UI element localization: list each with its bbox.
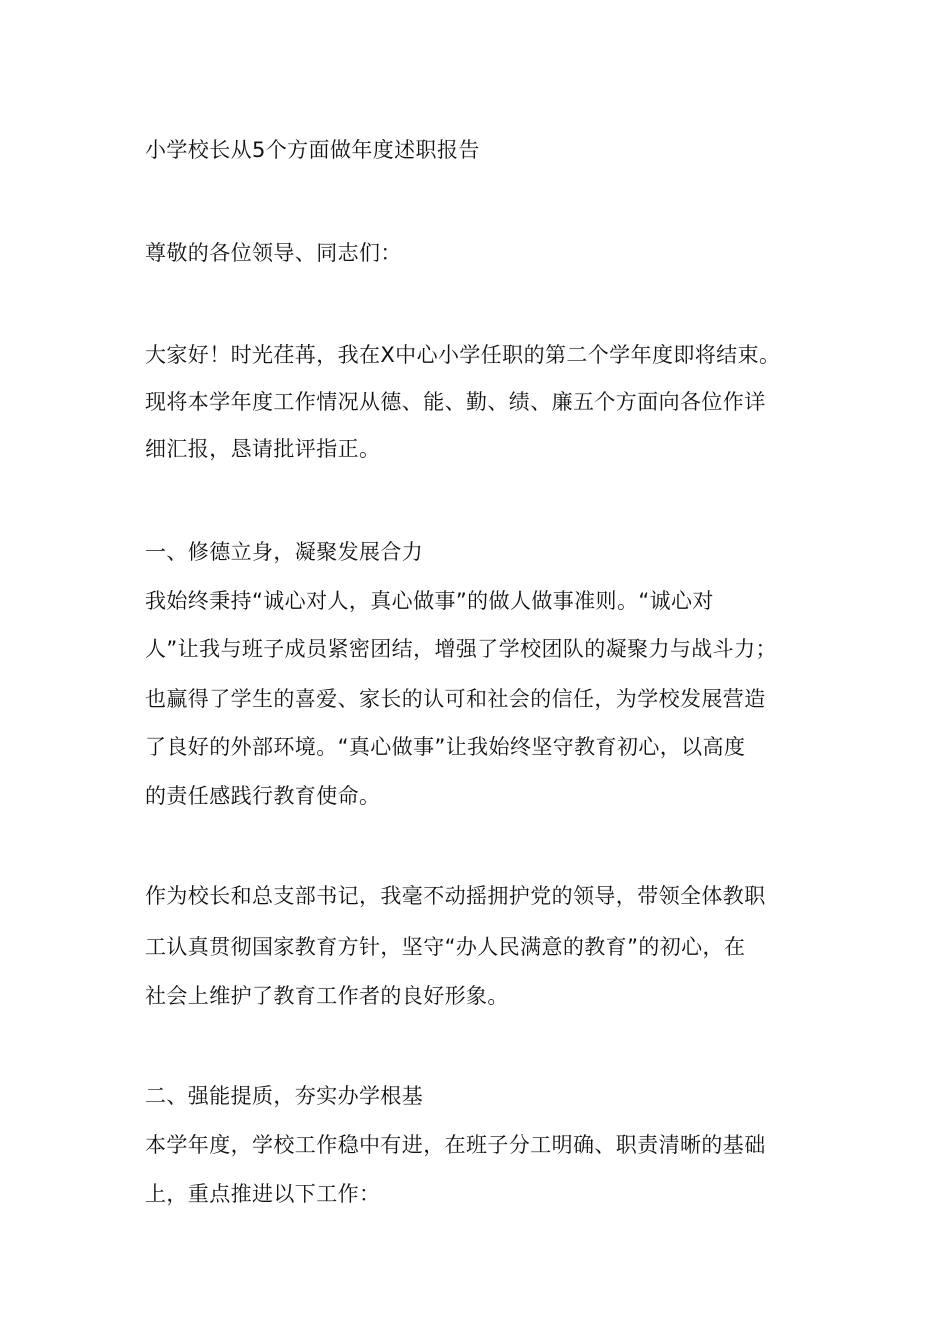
section-1-para-2-line-2: 工认真贯彻国家教育方针，坚守“办人民满意的教育”的初心，在 <box>145 935 746 959</box>
document-title: 小学校长从5个方面做年度述职报告 <box>145 138 480 162</box>
intro-line-1: 大家好！时光荏苒，我在X中心小学任职的第二个学年度即将结束。 <box>145 343 781 367</box>
section-2-para-1-line-2: 上，重点推进以下工作： <box>145 1182 381 1206</box>
section-1-para-1-line-1: 我始终秉持“诚心对人，真心做事”的做人做事准则。“诚心对 <box>145 589 714 613</box>
intro-line-2: 现将本学年度工作情况从德、能、勤、绩、廉五个方面向各位作详 <box>145 390 766 414</box>
salutation: 尊敬的各位领导、同志们： <box>145 241 402 265</box>
section-2-para-1-line-1: 本学年度，学校工作稳中有进，在班子分工明确、职责清晰的基础 <box>145 1133 766 1157</box>
section-1-para-1-line-5: 的责任感践行教育使命。 <box>145 784 381 808</box>
section-1-para-1-line-2: 人”让我与班子成员紧密团结，增强了学校团队的凝聚力与战斗力； <box>145 637 777 661</box>
section-1-heading: 一、修德立身，凝聚发展合力 <box>145 540 424 564</box>
section-1-para-2-line-1: 作为校长和总支部书记，我毫不动摇拥护党的领导，带领全体教职 <box>145 884 766 908</box>
section-2-heading: 二、强能提质，夯实办学根基 <box>145 1084 424 1108</box>
section-1-para-1-line-4: 了良好的外部环境。“真心做事”让我始终坚守教育初心，以高度 <box>145 735 746 759</box>
section-1-para-2-line-3: 社会上维护了教育工作者的良好形象。 <box>145 984 509 1008</box>
section-1-para-1-line-3: 也赢得了学生的喜爱、家长的认可和社会的信任，为学校发展营造 <box>145 687 766 711</box>
intro-line-3: 细汇报，恳请批评指正。 <box>145 437 381 461</box>
